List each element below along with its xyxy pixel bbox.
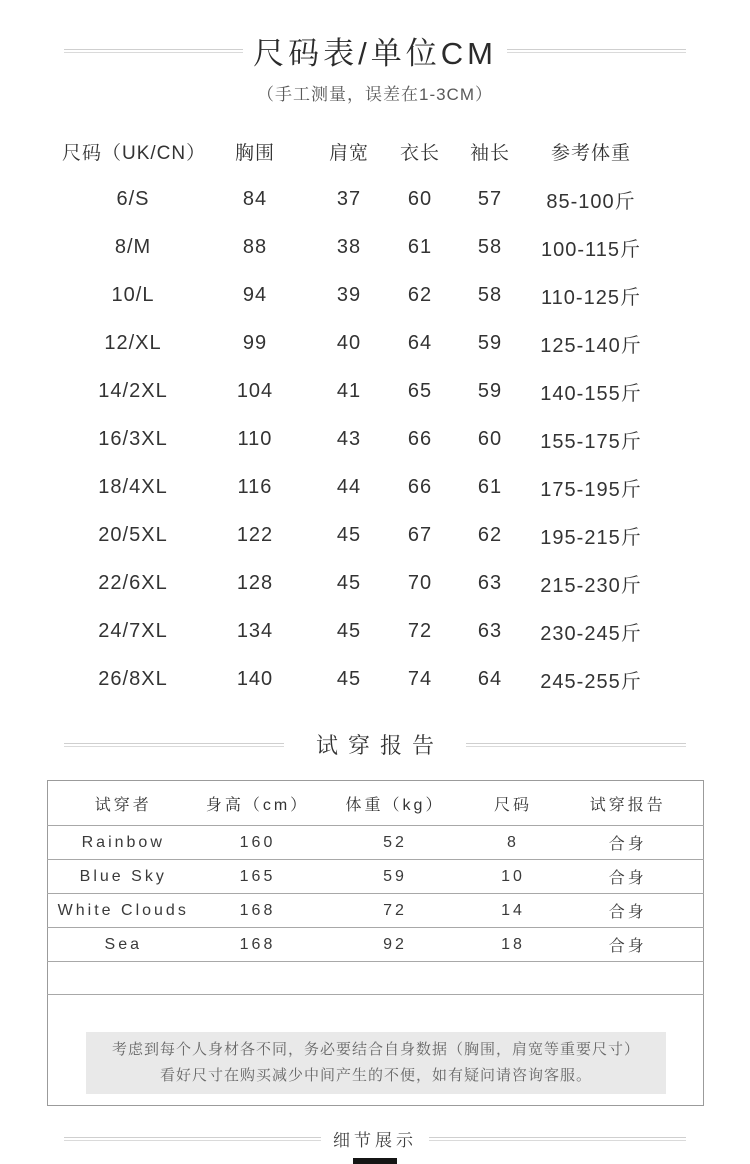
- column-header-weight-kg: 体重（kg）: [317, 781, 474, 826]
- bust-cell: 116: [237, 475, 273, 498]
- column-header-shoulder: 肩宽: [328, 142, 369, 164]
- height-cell: 168: [199, 928, 317, 962]
- detail-section-title: 细节展示: [333, 1131, 417, 1150]
- bust-cell: 88: [242, 235, 268, 258]
- tester-cell: White Clouds: [48, 894, 199, 928]
- height-cell: 160: [199, 826, 317, 860]
- shoulder-cell: 38: [336, 235, 362, 258]
- bust-cell: 99: [242, 331, 268, 354]
- column-header-tester: 试穿者: [48, 781, 199, 826]
- sleeve-cell: 62: [477, 523, 503, 546]
- bust-cell: 94: [242, 283, 268, 306]
- size-cell: 14: [474, 894, 553, 928]
- length-cell: 72: [407, 619, 433, 642]
- shoulder-cell: 39: [336, 283, 362, 306]
- tester-cell: Sea: [48, 928, 199, 962]
- size-cell: 14/2XL: [98, 379, 168, 402]
- size-chart-row: [62, 319, 650, 367]
- weight-cell: 125-140斤: [540, 334, 642, 357]
- fit-cell: 合身: [553, 826, 704, 860]
- sleeve-cell: 63: [477, 571, 503, 594]
- sleeve-cell: 60: [477, 427, 503, 450]
- length-cell: 66: [407, 427, 433, 450]
- weight-cell: 230-245斤: [540, 622, 642, 645]
- detail-section-heading: [0, 1126, 750, 1151]
- height-cell: 168: [199, 894, 317, 928]
- fit-report-row: [48, 894, 704, 928]
- size-chart-row: [62, 511, 650, 559]
- footer-accent-bar: [353, 1158, 397, 1164]
- decorative-line-right: [507, 49, 686, 53]
- shoulder-cell: 41: [336, 379, 362, 402]
- sleeve-cell: 57: [477, 187, 503, 210]
- length-cell: 66: [407, 475, 433, 498]
- spacer-row: [48, 962, 704, 995]
- length-cell: 65: [407, 379, 433, 402]
- bust-cell: 140: [236, 667, 274, 690]
- column-header-fit: 试穿报告: [553, 781, 704, 826]
- sleeve-cell: 59: [477, 331, 503, 354]
- fit-report-row: [48, 860, 704, 894]
- weight-cell: 155-175斤: [540, 430, 642, 453]
- shoulder-cell: 37: [336, 187, 362, 210]
- decorative-line-right: [466, 743, 686, 747]
- size-cell: 10: [474, 860, 553, 894]
- decorative-line-left: [64, 1137, 321, 1141]
- size-chart-section: [0, 0, 750, 105]
- sleeve-cell: 64: [477, 667, 503, 690]
- size-cell: 8: [474, 826, 553, 860]
- size-cell: 18: [474, 928, 553, 962]
- fit-cell: 合身: [553, 860, 704, 894]
- shoulder-cell: 45: [336, 667, 362, 690]
- size-chart-heading: [0, 28, 750, 73]
- length-cell: 70: [407, 571, 433, 594]
- fit-cell: 合身: [553, 928, 704, 962]
- sizing-note-line-2: 看好尺寸在购买减少中间产生的不便，如有疑问请咨询客服。: [159, 1067, 592, 1084]
- weight-cell: 85-100斤: [546, 190, 636, 213]
- sleeve-cell: 63: [477, 619, 503, 642]
- weight-cell: 100-115斤: [541, 238, 641, 261]
- shoulder-cell: 45: [336, 619, 362, 642]
- shoulder-cell: 43: [336, 427, 362, 450]
- column-header-sleeve: 袖长: [469, 142, 510, 164]
- weight-cell: 215-230斤: [540, 574, 642, 597]
- column-header-weight: 参考体重: [550, 142, 631, 164]
- length-cell: 60: [407, 187, 433, 210]
- size-chart-row: [62, 223, 650, 271]
- length-cell: 67: [407, 523, 433, 546]
- fit-report-row: [48, 826, 704, 860]
- tester-cell: Rainbow: [48, 826, 199, 860]
- column-header-bust: 胸围: [234, 142, 275, 164]
- column-header-height: 身高（cm）: [199, 781, 317, 826]
- sleeve-cell: 61: [477, 475, 503, 498]
- bust-cell: 134: [236, 619, 274, 642]
- size-chart-row: [62, 463, 650, 511]
- sleeve-cell: 58: [477, 235, 503, 258]
- bust-cell: 110: [237, 427, 273, 450]
- decorative-line-left: [64, 49, 243, 53]
- note-row: [48, 995, 704, 1106]
- shoulder-cell: 45: [336, 523, 362, 546]
- sleeve-cell: 59: [477, 379, 503, 402]
- length-cell: 64: [407, 331, 433, 354]
- fit-report-table: [47, 780, 704, 1106]
- column-header-size: 尺码（UK/CN）: [62, 142, 207, 164]
- tester-cell: Blue Sky: [48, 860, 199, 894]
- size-chart-row: [62, 175, 650, 223]
- fit-report-row: [48, 928, 704, 962]
- weight-cell: 175-195斤: [540, 478, 642, 501]
- page-title: 尺码表/单位CM: [253, 36, 497, 71]
- sizing-note-box: [86, 1032, 666, 1094]
- column-header-size: 尺码: [474, 781, 553, 826]
- weight-cell: 195-215斤: [540, 526, 642, 549]
- length-cell: 61: [407, 235, 433, 258]
- size-chart-row: [62, 607, 650, 655]
- size-chart-row: [62, 367, 650, 415]
- shoulder-cell: 44: [336, 475, 362, 498]
- size-cell: 24/7XL: [98, 619, 168, 642]
- size-chart-row: [62, 559, 650, 607]
- size-cell: 16/3XL: [98, 427, 168, 450]
- size-chart-table: [62, 127, 650, 703]
- height-cell: 165: [199, 860, 317, 894]
- length-cell: 62: [407, 283, 433, 306]
- fit-report-table-container: [47, 780, 703, 1106]
- size-cell: 18/4XL: [98, 475, 168, 498]
- size-cell: 12/XL: [104, 331, 162, 354]
- fit-report-heading: [0, 729, 750, 760]
- weight-cell: 59: [317, 860, 474, 894]
- size-chart-row: [62, 415, 650, 463]
- column-header-length: 衣长: [399, 142, 440, 164]
- shoulder-cell: 45: [336, 571, 362, 594]
- bust-cell: 104: [236, 379, 274, 402]
- weight-cell: 110-125斤: [541, 286, 641, 309]
- weight-cell: 72: [317, 894, 474, 928]
- length-cell: 74: [407, 667, 433, 690]
- bust-cell: 122: [236, 523, 274, 546]
- decorative-line-left: [64, 743, 284, 747]
- size-cell: 26/8XL: [98, 667, 168, 690]
- weight-cell: 92: [317, 928, 474, 962]
- size-cell: 10/L: [111, 283, 155, 306]
- measurement-disclaimer: （手工测量，误差在1-3CM）: [256, 85, 493, 104]
- sizing-note-line-1: 考虑到每个人身材各不同，务必要结合自身数据（胸围，肩宽等重要尺寸）: [111, 1041, 640, 1058]
- size-cell: 22/6XL: [98, 571, 168, 594]
- decorative-line-right: [429, 1137, 686, 1141]
- bust-cell: 84: [242, 187, 268, 210]
- size-cell: 8/M: [114, 235, 152, 258]
- size-chart-row: [62, 271, 650, 319]
- size-cell: 20/5XL: [98, 523, 168, 546]
- size-chart-row: [62, 655, 650, 703]
- fit-cell: 合身: [553, 894, 704, 928]
- size-chart-header-row: [62, 127, 650, 175]
- fit-report-header-row: [48, 781, 704, 826]
- weight-cell: 140-155斤: [540, 382, 642, 405]
- weight-cell: 245-255斤: [540, 670, 642, 693]
- fit-report-body: [48, 826, 704, 962]
- sleeve-cell: 58: [477, 283, 503, 306]
- size-cell: 6/S: [116, 187, 150, 210]
- bust-cell: 128: [236, 571, 274, 594]
- weight-cell: 52: [317, 826, 474, 860]
- size-chart-body: [62, 175, 650, 703]
- shoulder-cell: 40: [336, 331, 362, 354]
- fit-report-title: 试穿报告: [316, 733, 445, 758]
